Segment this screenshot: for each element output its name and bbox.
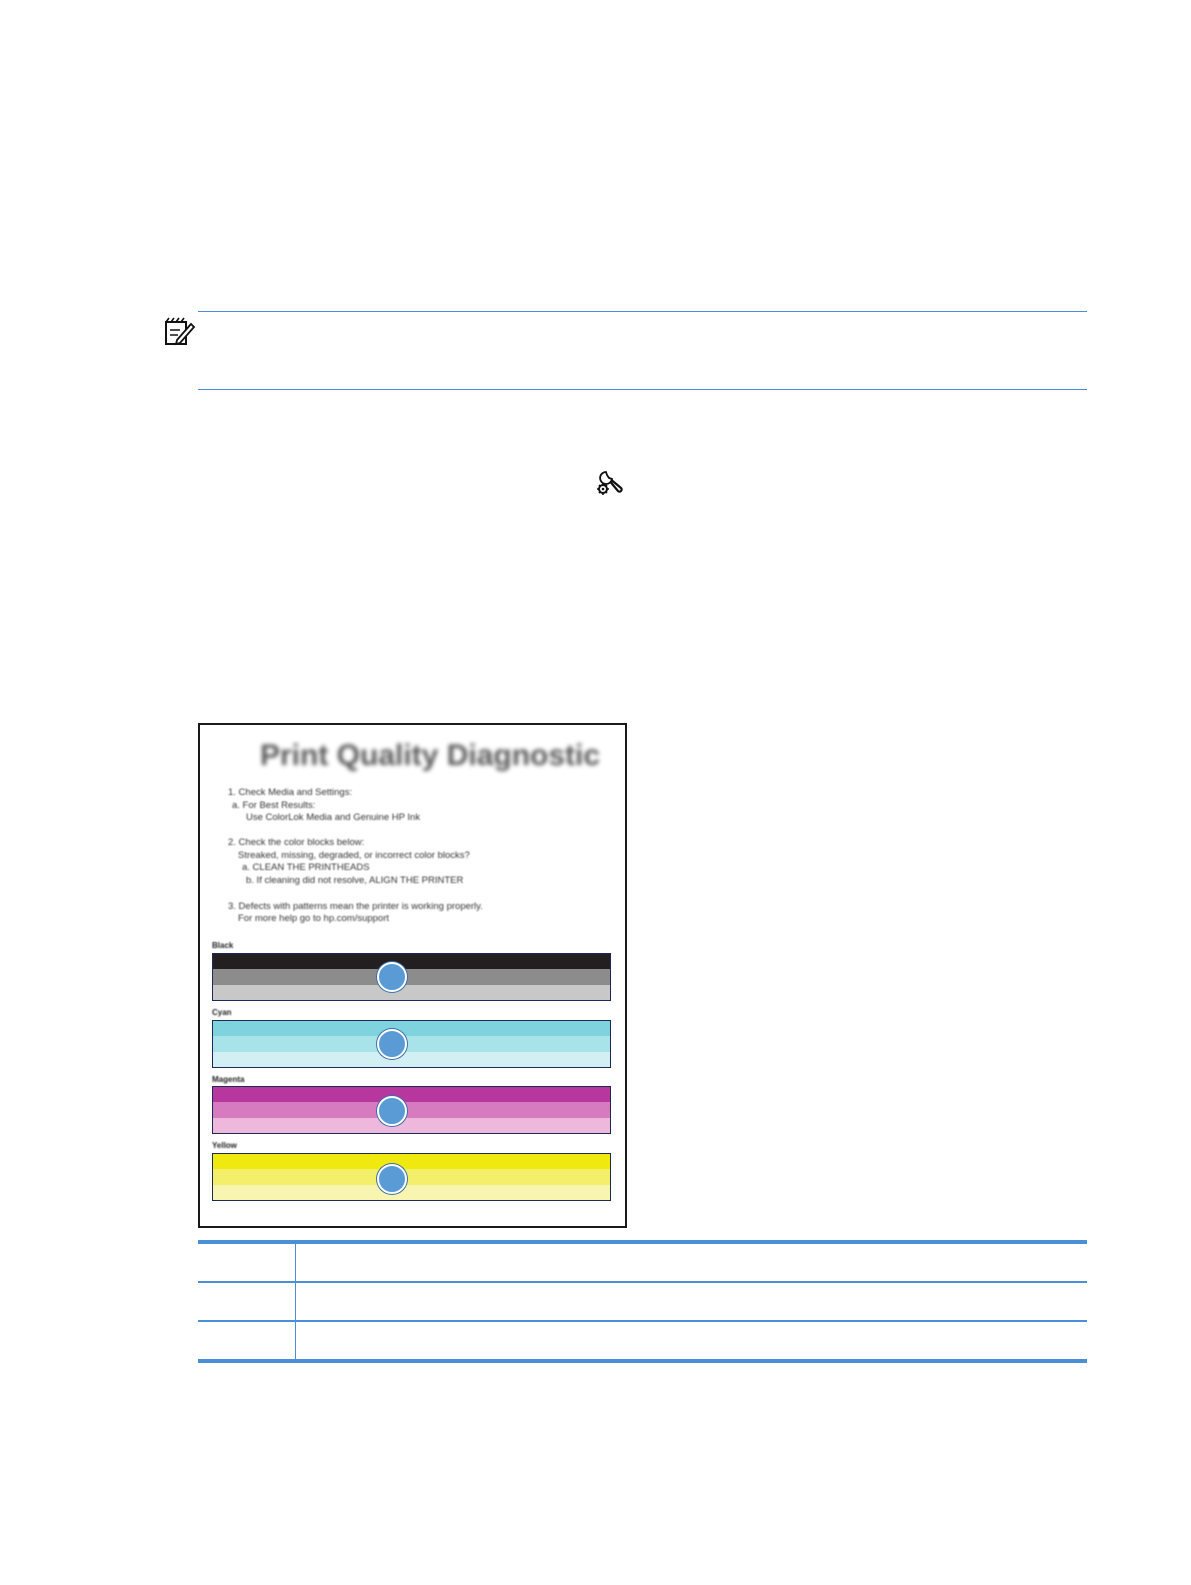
diagnostic-line: a. For Best Results: xyxy=(232,800,316,811)
diagnostic-line: 3. Defects with patterns mean the printer is working properly. xyxy=(228,901,483,912)
note-bottom-rule xyxy=(198,389,1087,390)
note-top-rule xyxy=(198,311,1087,312)
callout-table-row-rule xyxy=(198,1320,1087,1322)
color-block-yellow xyxy=(212,1153,611,1201)
wrench-gear-icon xyxy=(596,470,624,498)
diagnostic-line: 2. Check the color blocks below: xyxy=(228,837,365,848)
callout-marker-black xyxy=(377,962,407,992)
swatch-label-cyan: Cyan xyxy=(212,1008,232,1017)
diagnostic-line: a. CLEAN THE PRINTHEADS xyxy=(242,862,370,873)
callout-marker-yellow xyxy=(377,1164,407,1194)
diagnostic-title: Print Quality Diagnostic xyxy=(260,739,601,772)
print-quality-diagnostic-page xyxy=(198,723,627,1228)
callout-table-row-rule xyxy=(198,1281,1087,1283)
callout-marker-cyan xyxy=(377,1029,407,1059)
color-block-black xyxy=(212,953,611,1001)
color-block-magenta xyxy=(212,1086,611,1134)
callout-table-top-rule xyxy=(198,1240,1087,1244)
note-pencil-icon xyxy=(163,316,197,348)
diagnostic-line: 1. Check Media and Settings: xyxy=(228,787,353,798)
diagnostic-line: b. If cleaning did not resolve, ALIGN THE PRINTER xyxy=(246,875,464,886)
swatch-label-magenta: Magenta xyxy=(212,1075,245,1084)
diagnostic-line: For more help go to hp.com/support xyxy=(238,913,390,924)
color-block-cyan xyxy=(212,1020,611,1068)
diagnostic-line: Use ColorLok Media and Genuine HP Ink xyxy=(246,812,421,823)
swatch-label-yellow: Yellow xyxy=(212,1141,237,1150)
callout-marker-magenta xyxy=(377,1096,407,1126)
diagnostic-line: Streaked, missing, degraded, or incorrect color blocks? xyxy=(238,850,470,861)
swatch-label-black: Black xyxy=(212,941,234,950)
callout-table-bottom-rule xyxy=(198,1359,1087,1363)
callout-table-column-divider xyxy=(295,1244,296,1360)
